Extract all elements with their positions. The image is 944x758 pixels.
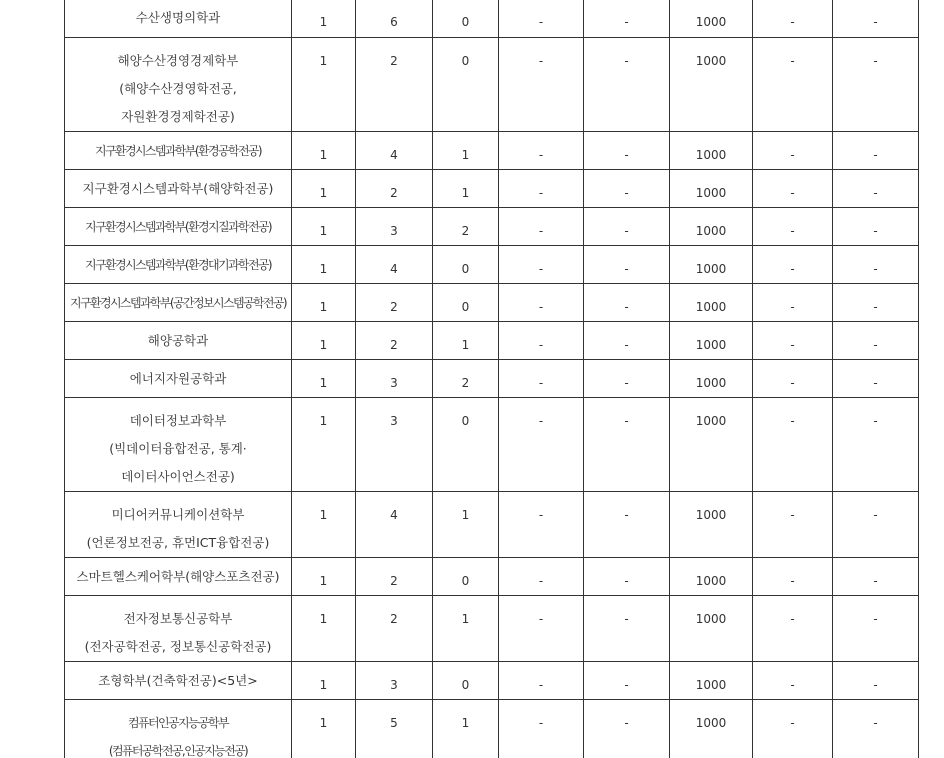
table-row: [65, 132, 919, 170]
value-text: 1000: [695, 612, 727, 626]
department-name-line: 미디어커뮤니케이션학부: [111, 507, 245, 522]
value-cell-c3: [433, 132, 499, 170]
value-cell-c1: [292, 662, 356, 700]
value-cell-c1: [292, 132, 356, 170]
department-name-line: 컴퓨터인공지능공학부: [128, 716, 228, 730]
value-text: 1000: [695, 376, 727, 390]
value-text: 4: [390, 262, 398, 276]
value-text: -: [790, 376, 795, 390]
department-name-cell: [65, 208, 292, 246]
value-text: -: [873, 15, 878, 29]
value-text: 2: [390, 54, 398, 68]
department-name-cell: [65, 284, 292, 322]
value-cell-c6: [670, 208, 753, 246]
value-text: -: [790, 186, 795, 200]
value-text: -: [873, 376, 878, 390]
value-cell-c4: [499, 596, 584, 662]
value-cell-c5: [584, 322, 670, 360]
value-text: 1: [319, 54, 328, 68]
value-text: 1: [461, 612, 470, 626]
value-cell-c8: [833, 170, 919, 208]
value-cell-c2: [356, 662, 433, 700]
value-cell-c3: [433, 558, 499, 596]
value-cell-c1: [292, 0, 356, 38]
value-text: 0: [461, 54, 470, 68]
value-cell-c5: [584, 662, 670, 700]
value-cell-c2: [356, 284, 433, 322]
value-cell-c5: [584, 208, 670, 246]
value-text: 1: [319, 300, 328, 314]
value-text: -: [624, 678, 629, 692]
value-text: -: [873, 716, 878, 730]
value-cell-c7: [753, 38, 833, 132]
value-text: 1: [319, 224, 328, 238]
value-text: -: [624, 15, 629, 29]
value-cell-c2: [356, 38, 433, 132]
value-cell-c3: [433, 38, 499, 132]
table-row: [65, 0, 919, 38]
value-text: -: [538, 678, 544, 692]
value-text: 1000: [695, 716, 727, 730]
value-text: -: [790, 262, 795, 276]
value-cell-c4: [499, 0, 584, 38]
department-name-cell: [65, 0, 292, 38]
value-text: 0: [461, 262, 470, 276]
department-name-line: 수산생명의학과: [135, 10, 221, 25]
value-cell-c3: [433, 208, 499, 246]
value-cell-c4: [499, 360, 584, 398]
value-cell-c5: [584, 398, 670, 492]
department-name-line: 전자정보통신공학부: [123, 611, 233, 626]
value-text: 1000: [695, 574, 727, 588]
value-text: -: [790, 574, 795, 588]
value-text: 1: [319, 262, 328, 276]
table-row: [65, 662, 919, 700]
value-cell-c2: [356, 492, 433, 558]
value-cell-c3: [433, 170, 499, 208]
value-text: 1: [319, 414, 328, 428]
value-text: 3: [390, 678, 398, 692]
value-text: 1: [319, 15, 328, 29]
value-text: 2: [461, 224, 470, 238]
value-cell-c5: [584, 700, 670, 758]
value-cell-c6: [670, 0, 753, 38]
value-cell-c3: [433, 700, 499, 758]
value-text: 5: [390, 716, 398, 730]
department-name-cell: [65, 246, 292, 284]
value-text: -: [873, 612, 878, 626]
value-text: -: [873, 508, 878, 522]
value-cell-c7: [753, 700, 833, 758]
department-name-line: 지구환경시스템과학부(해양학전공): [82, 180, 274, 196]
value-cell-c2: [356, 596, 433, 662]
department-name-line: (언론정보전공, 휴먼ICT융합전공): [86, 535, 270, 550]
value-cell-c5: [584, 132, 670, 170]
value-text: -: [538, 338, 544, 352]
value-cell-c7: [753, 322, 833, 360]
department-name-line: 에너지자원공학과: [129, 370, 227, 386]
value-text: 1: [319, 338, 328, 352]
value-text: 3: [390, 414, 398, 428]
value-text: 1000: [695, 54, 727, 68]
value-cell-c1: [292, 596, 356, 662]
table-row: [65, 246, 919, 284]
value-cell-c6: [670, 246, 753, 284]
value-cell-c6: [670, 700, 753, 758]
value-text: -: [873, 186, 878, 200]
department-name-cell: [65, 662, 292, 700]
value-cell-c7: [753, 170, 833, 208]
department-name-line: 지구환경시스템과학부(환경대기과학전공): [84, 257, 272, 272]
value-cell-c2: [356, 322, 433, 360]
value-text: -: [538, 574, 544, 588]
value-text: -: [624, 574, 629, 588]
value-text: -: [790, 716, 795, 730]
value-text: 1: [319, 716, 328, 730]
value-cell-c2: [356, 700, 433, 758]
value-text: -: [790, 15, 795, 29]
value-cell-c2: [356, 132, 433, 170]
value-text: -: [790, 148, 795, 162]
value-cell-c7: [753, 208, 833, 246]
table-row: [65, 360, 919, 398]
value-text: 3: [390, 376, 398, 390]
value-cell-c2: [356, 0, 433, 38]
value-cell-c7: [753, 360, 833, 398]
value-text: -: [538, 508, 544, 522]
value-text: -: [538, 262, 544, 276]
value-cell-c6: [670, 132, 753, 170]
value-text: -: [624, 376, 629, 390]
department-name-line: 해양공학과: [147, 332, 209, 348]
value-cell-c4: [499, 398, 584, 492]
value-cell-c5: [584, 0, 670, 38]
department-name-line: 데이터사이언스전공): [121, 469, 235, 484]
value-cell-c7: [753, 596, 833, 662]
value-cell-c4: [499, 246, 584, 284]
value-text: 1: [319, 574, 328, 588]
value-cell-c8: [833, 284, 919, 322]
value-cell-c2: [356, 246, 433, 284]
table-row: [65, 558, 919, 596]
value-cell-c5: [584, 170, 670, 208]
department-name-cell: [65, 322, 292, 360]
value-cell-c6: [670, 284, 753, 322]
value-text: -: [873, 414, 878, 428]
value-text: -: [624, 300, 629, 314]
department-name-cell: [65, 398, 292, 492]
value-text: -: [790, 508, 795, 522]
value-cell-c8: [833, 662, 919, 700]
value-text: 1000: [695, 224, 727, 238]
value-cell-c3: [433, 0, 499, 38]
value-cell-c6: [670, 360, 753, 398]
value-text: 4: [390, 508, 398, 522]
value-text: 1: [461, 148, 470, 162]
value-text: -: [538, 148, 544, 162]
value-cell-c3: [433, 662, 499, 700]
value-cell-c6: [670, 492, 753, 558]
department-name-cell: [65, 132, 292, 170]
value-text: 1: [319, 376, 328, 390]
value-cell-c2: [356, 208, 433, 246]
value-cell-c5: [584, 246, 670, 284]
department-name-line: (컴퓨터공학전공,인공지능전공): [108, 744, 248, 758]
department-name-cell: [65, 492, 292, 558]
value-cell-c4: [499, 38, 584, 132]
value-cell-c8: [833, 132, 919, 170]
admission-table: [64, 0, 919, 758]
table-row: [65, 38, 919, 132]
value-cell-c8: [833, 246, 919, 284]
value-text: 0: [461, 300, 470, 314]
value-cell-c5: [584, 38, 670, 132]
department-name-line: (해양수산경영학전공,: [119, 81, 237, 96]
table-row: [65, 492, 919, 558]
value-cell-c5: [584, 558, 670, 596]
value-cell-c5: [584, 360, 670, 398]
value-cell-c8: [833, 492, 919, 558]
table-row: [65, 398, 919, 492]
value-cell-c8: [833, 596, 919, 662]
value-text: -: [538, 224, 544, 238]
department-name-line: 지구환경시스템과학부(공간정보시스템공학전공): [70, 295, 286, 310]
value-cell-c4: [499, 322, 584, 360]
value-cell-c2: [356, 558, 433, 596]
value-text: -: [790, 224, 795, 238]
value-text: -: [790, 300, 795, 314]
value-cell-c1: [292, 170, 356, 208]
value-cell-c1: [292, 284, 356, 322]
value-text: 1000: [695, 678, 727, 692]
value-cell-c3: [433, 492, 499, 558]
value-cell-c5: [584, 596, 670, 662]
value-cell-c4: [499, 662, 584, 700]
value-text: 1: [461, 716, 470, 730]
value-cell-c3: [433, 284, 499, 322]
table-row: [65, 170, 919, 208]
table-row: [65, 700, 919, 758]
value-cell-c6: [670, 398, 753, 492]
value-text: -: [538, 54, 544, 68]
value-text: 2: [390, 300, 398, 314]
value-text: -: [624, 54, 629, 68]
value-cell-c6: [670, 596, 753, 662]
value-cell-c2: [356, 170, 433, 208]
admission-table-container: [64, 0, 919, 758]
value-text: -: [538, 612, 544, 626]
department-name-cell: [65, 596, 292, 662]
value-cell-c7: [753, 398, 833, 492]
value-cell-c1: [292, 360, 356, 398]
value-text: 1: [461, 186, 470, 200]
value-text: -: [790, 54, 795, 68]
value-text: -: [790, 414, 795, 428]
value-cell-c8: [833, 38, 919, 132]
table-row: [65, 208, 919, 246]
value-cell-c4: [499, 208, 584, 246]
value-cell-c5: [584, 492, 670, 558]
value-cell-c6: [670, 558, 753, 596]
value-text: 1000: [695, 15, 727, 29]
value-cell-c1: [292, 492, 356, 558]
value-text: -: [538, 186, 544, 200]
value-cell-c3: [433, 360, 499, 398]
value-cell-c2: [356, 398, 433, 492]
value-text: -: [624, 186, 629, 200]
department-name-cell: [65, 558, 292, 596]
value-cell-c4: [499, 558, 584, 596]
value-text: 0: [461, 678, 470, 692]
value-text: 3: [390, 224, 398, 238]
value-text: -: [873, 148, 878, 162]
value-text: 1: [461, 508, 470, 522]
department-name-line: 해양수산경영경제학부: [117, 53, 239, 68]
department-name-line: 데이터정보과학부: [129, 413, 227, 428]
value-text: -: [790, 612, 795, 626]
table-row: [65, 322, 919, 360]
value-text: 0: [461, 574, 470, 588]
value-cell-c1: [292, 38, 356, 132]
value-text: -: [873, 678, 878, 692]
value-text: -: [538, 716, 544, 730]
value-text: -: [538, 15, 544, 29]
table-row: [65, 284, 919, 322]
value-cell-c4: [499, 492, 584, 558]
value-text: 2: [390, 338, 398, 352]
value-text: -: [790, 678, 795, 692]
value-text: 1000: [695, 148, 727, 162]
value-text: 1: [319, 678, 328, 692]
department-name-line: (전자공학전공, 정보통신공학전공): [84, 639, 272, 654]
value-cell-c2: [356, 360, 433, 398]
value-text: 1000: [695, 414, 727, 428]
value-cell-c7: [753, 558, 833, 596]
value-text: 1000: [695, 338, 727, 352]
value-cell-c1: [292, 700, 356, 758]
value-cell-c8: [833, 558, 919, 596]
department-name-cell: [65, 170, 292, 208]
department-name-line: 조형학부(건축학전공)<5년>: [98, 672, 258, 688]
value-cell-c7: [753, 0, 833, 38]
value-cell-c8: [833, 208, 919, 246]
department-name-cell: [65, 360, 292, 398]
value-cell-c3: [433, 246, 499, 284]
value-cell-c7: [753, 492, 833, 558]
value-text: -: [538, 376, 544, 390]
value-text: -: [790, 338, 795, 352]
value-cell-c8: [833, 700, 919, 758]
value-cell-c3: [433, 398, 499, 492]
value-text: -: [538, 414, 544, 428]
value-text: -: [873, 574, 878, 588]
value-cell-c4: [499, 700, 584, 758]
value-text: -: [538, 300, 544, 314]
value-cell-c8: [833, 0, 919, 38]
value-cell-c6: [670, 662, 753, 700]
value-text: 0: [461, 414, 470, 428]
value-text: 2: [390, 186, 398, 200]
department-name-line: (빅데이터융합전공, 통계·: [109, 441, 247, 456]
value-text: -: [624, 224, 629, 238]
value-cell-c6: [670, 170, 753, 208]
value-text: -: [873, 262, 878, 276]
value-text: -: [624, 414, 629, 428]
value-cell-c6: [670, 38, 753, 132]
value-text: 1: [319, 148, 328, 162]
value-text: 2: [390, 574, 398, 588]
value-text: 1: [319, 508, 328, 522]
value-cell-c8: [833, 322, 919, 360]
value-cell-c1: [292, 558, 356, 596]
value-cell-c1: [292, 208, 356, 246]
value-text: 6: [390, 15, 398, 29]
value-text: 0: [461, 15, 470, 29]
value-cell-c6: [670, 322, 753, 360]
value-text: 1000: [695, 300, 727, 314]
value-cell-c7: [753, 284, 833, 322]
value-cell-c4: [499, 132, 584, 170]
value-text: -: [873, 338, 878, 352]
value-cell-c5: [584, 284, 670, 322]
value-text: -: [873, 54, 878, 68]
value-cell-c1: [292, 246, 356, 284]
value-cell-c7: [753, 132, 833, 170]
value-text: 4: [390, 148, 398, 162]
value-text: 1: [319, 186, 328, 200]
department-name-line: 스마트헬스케어학부(해양스포츠전공): [76, 568, 280, 584]
value-cell-c4: [499, 284, 584, 322]
value-text: -: [624, 262, 629, 276]
value-text: 2: [390, 612, 398, 626]
department-name-line: 지구환경시스템과학부(환경지질과학전공): [84, 219, 272, 234]
value-cell-c3: [433, 596, 499, 662]
value-cell-c8: [833, 398, 919, 492]
value-cell-c8: [833, 360, 919, 398]
value-cell-c4: [499, 170, 584, 208]
department-name-cell: [65, 38, 292, 132]
value-text: -: [624, 508, 629, 522]
value-text: -: [873, 300, 878, 314]
value-cell-c7: [753, 662, 833, 700]
value-text: 1000: [695, 186, 727, 200]
value-text: -: [624, 338, 629, 352]
value-text: -: [624, 612, 629, 626]
value-cell-c3: [433, 322, 499, 360]
value-text: 2: [461, 376, 470, 390]
value-text: 1000: [695, 508, 727, 522]
value-cell-c7: [753, 246, 833, 284]
value-cell-c1: [292, 398, 356, 492]
table-body: [65, 0, 919, 758]
value-text: 1000: [695, 262, 727, 276]
department-name-line: 지구환경시스템과학부(환경공학전공): [94, 143, 262, 158]
department-name-line: 자원환경경제학전공): [121, 109, 235, 124]
value-text: -: [624, 716, 629, 730]
table-row: [65, 596, 919, 662]
department-name-cell: [65, 700, 292, 758]
value-text: -: [873, 224, 878, 238]
value-text: -: [624, 148, 629, 162]
value-cell-c1: [292, 322, 356, 360]
value-text: 1: [461, 338, 470, 352]
value-text: 1: [319, 612, 328, 626]
